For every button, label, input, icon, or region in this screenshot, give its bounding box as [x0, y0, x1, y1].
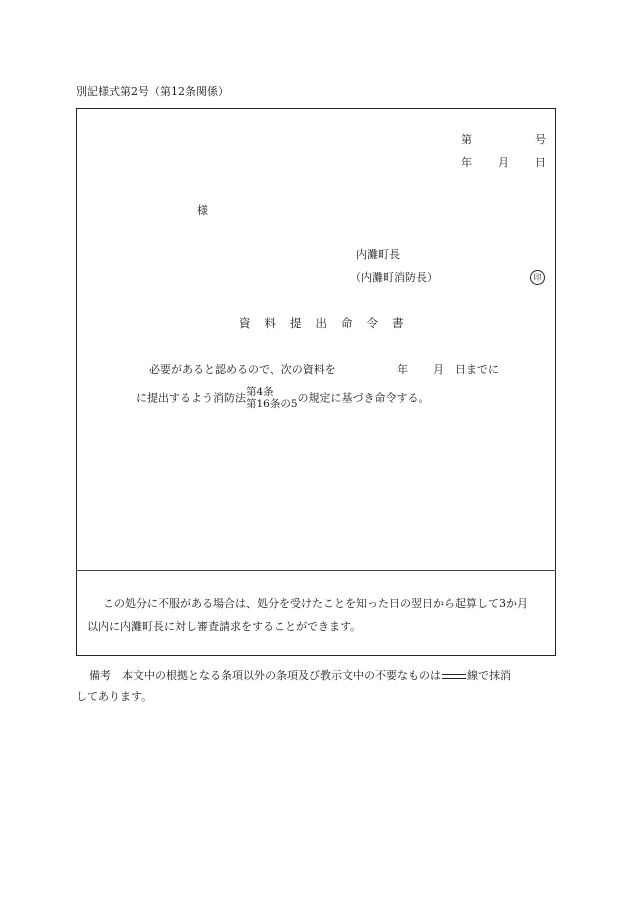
title-char: 書: [392, 316, 404, 330]
document-number-suffix: 号: [535, 133, 546, 146]
instruction-line-1: この処分に不服がある場合は、処分を受けたことを知った日の翌日から起算して3か月: [103, 597, 528, 610]
document-title: [239, 318, 404, 330]
remark-label: 備考: [89, 669, 111, 682]
instruction-divider: [76, 570, 556, 571]
remark-text: 線で抹消: [467, 669, 511, 682]
issuer-alt-title: （内灘町消防長）: [350, 271, 438, 284]
body-text: に提出するよう消防法: [136, 391, 246, 405]
title-char: 命: [341, 316, 353, 330]
title-char: 令: [366, 316, 378, 330]
remark-text: 本文中の根拠となる条項以外の条項及び教示文中の不要なものは: [122, 669, 441, 682]
article-upper: 第4条: [246, 386, 274, 398]
title-char: 出: [315, 316, 327, 330]
document-number-prefix: 第: [461, 133, 472, 146]
date-month-label: 月: [498, 156, 509, 169]
form-frame: [76, 108, 556, 656]
remark-line-1: [89, 670, 511, 681]
body-line-2: [136, 386, 430, 410]
deadline-month-label: 月: [433, 363, 444, 376]
title-char: 提: [290, 316, 302, 330]
article-lower: 第16条の5: [246, 398, 298, 411]
form-label: 別記様式第2号（第12条関係）: [76, 85, 229, 98]
issuer-title: 内灘町長: [356, 248, 400, 261]
seal-mark: [530, 270, 545, 285]
remark-line-2: してあります。: [76, 690, 153, 703]
double-line-icon: [442, 674, 466, 679]
article-reference: [246, 386, 298, 410]
body-text: 必要があると認めるので、次の資料を: [149, 363, 336, 376]
date-year-label: 年: [461, 156, 472, 169]
body-line-1: [149, 364, 336, 375]
title-char: 料: [264, 316, 276, 330]
body-text: の規定に基づき命令する。: [297, 391, 430, 405]
title-char: 資: [239, 316, 251, 330]
deadline-year-label: 年: [397, 363, 408, 376]
deadline-day-text: 日までに: [455, 363, 499, 376]
date-day-label: 日: [535, 156, 546, 169]
recipient-honorific: 様: [197, 204, 208, 217]
instruction-line-2: 以内に内灘町長に対し審査請求をすることができます。: [87, 620, 362, 633]
seal-icon: 印: [530, 270, 545, 285]
